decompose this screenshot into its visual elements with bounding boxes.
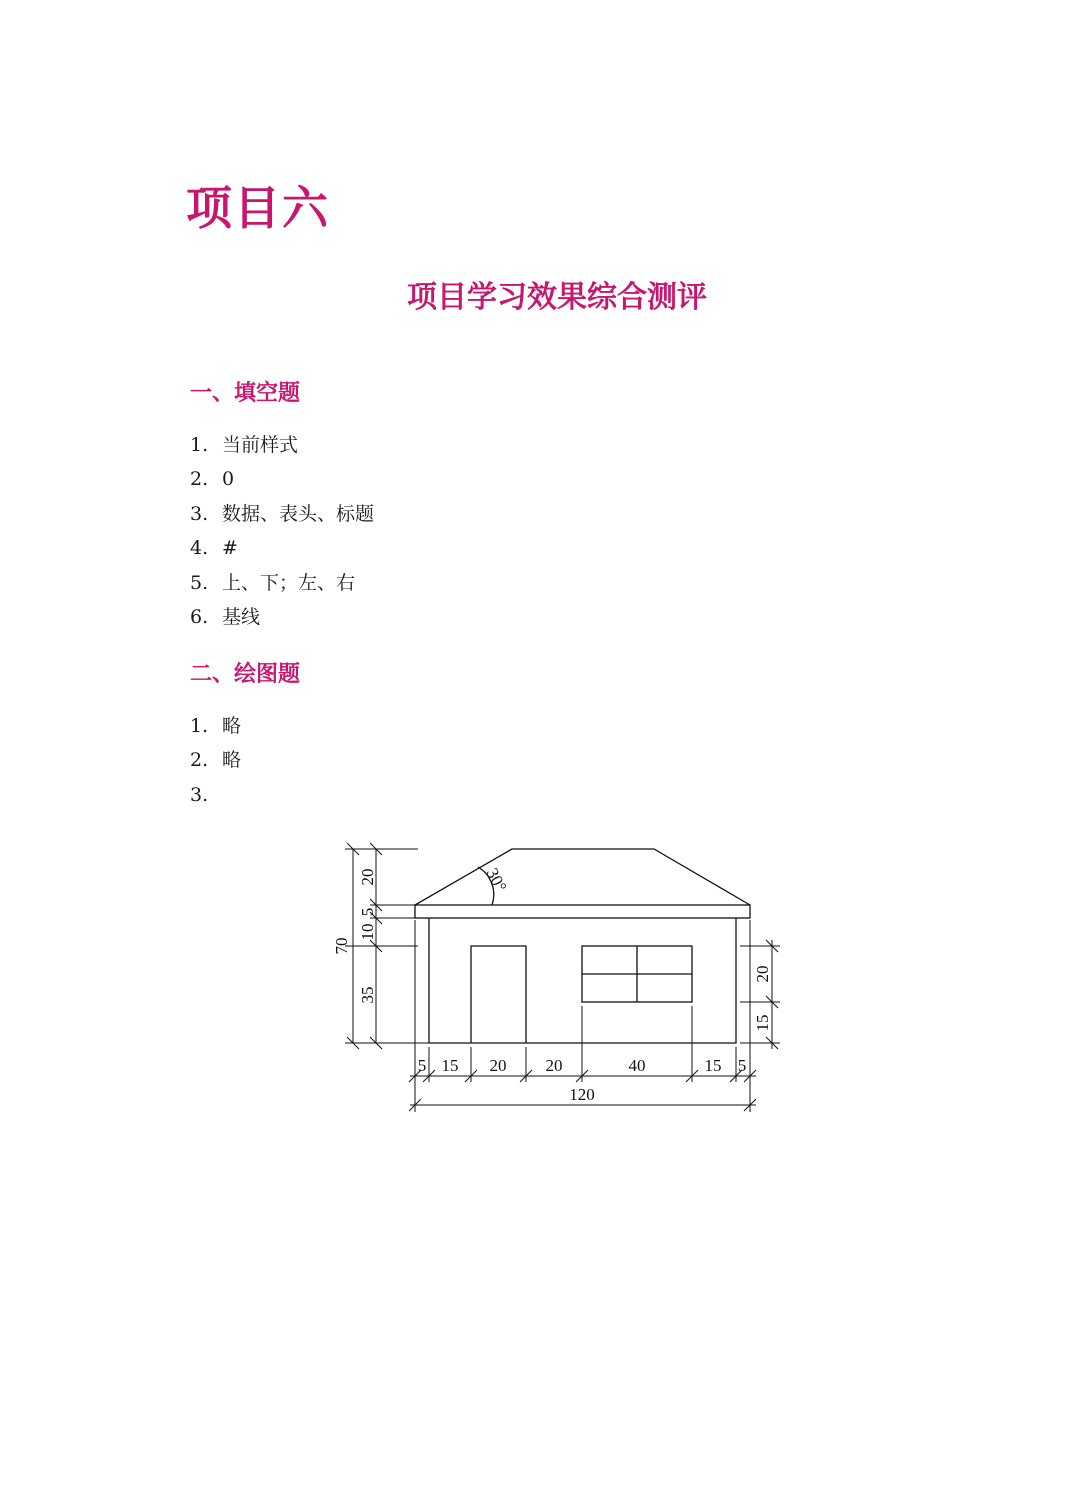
list-item [190,566,374,600]
project-title: 项目六 [186,181,330,235]
list-item [190,743,241,777]
item-number: 5. [190,571,209,594]
item-number: 3. [190,502,209,525]
dim-label-lintel: 10 [358,923,377,941]
item-number: 6. [190,605,209,628]
fill-in-answer-list [190,428,374,634]
dim-label-bottom-7: 5 [737,1056,747,1075]
dim-label-bottom-2: 15 [441,1056,459,1075]
dim-label-eave: 5 [358,907,377,917]
item-text: 基线 [222,605,261,628]
dim-label-total-width: 120 [569,1085,595,1104]
item-number: 1. [190,434,209,456]
list-item [190,531,374,565]
list-item [190,462,374,496]
door [471,946,526,1043]
section-heading-drawing: 二、绘图题 [190,662,301,687]
dim-label-bottom-1: 5 [417,1056,427,1075]
dim-label-bottom-5: 40 [628,1056,646,1075]
dim-label-roof-height: 20 [358,868,377,886]
list-item [190,709,241,743]
item-text: 略 [222,715,242,737]
dim-label-bottom-3: 20 [489,1056,507,1075]
list-item [190,497,374,531]
item-number: 4. [190,537,209,560]
dim-label-sill-height: 15 [753,1014,772,1032]
item-text: 当前样式 [222,434,299,456]
item-number: 1. [190,715,209,737]
list-item [190,428,374,462]
roof-outline [415,849,750,905]
item-number: 2. [190,468,209,491]
section-heading-fill-in: 一、填空题 [190,381,301,406]
list-item [190,778,241,812]
dim-label-bottom-6: 15 [704,1056,722,1075]
dim-label-total-height: 70 [332,937,351,955]
dim-label-door-height: 35 [358,986,377,1004]
angle-label: 30° [482,864,511,895]
list-item [190,600,374,634]
house-drawing [320,832,790,1122]
drawing-answer-list [190,709,241,812]
item-text: 0 [222,468,235,491]
item-number: 3. [190,783,209,806]
dim-label-bottom-4: 20 [545,1056,563,1075]
item-text: 略 [222,749,242,772]
item-number: 2. [190,749,209,772]
page-subtitle: 项目学习效果综合测评 [407,280,707,315]
item-text: 数据、表头、标题 [222,502,375,525]
dim-label-window-height: 20 [753,965,772,983]
item-text: # [222,537,238,560]
item-text: 上、下；左、右 [222,571,356,594]
eave-band [415,905,750,918]
